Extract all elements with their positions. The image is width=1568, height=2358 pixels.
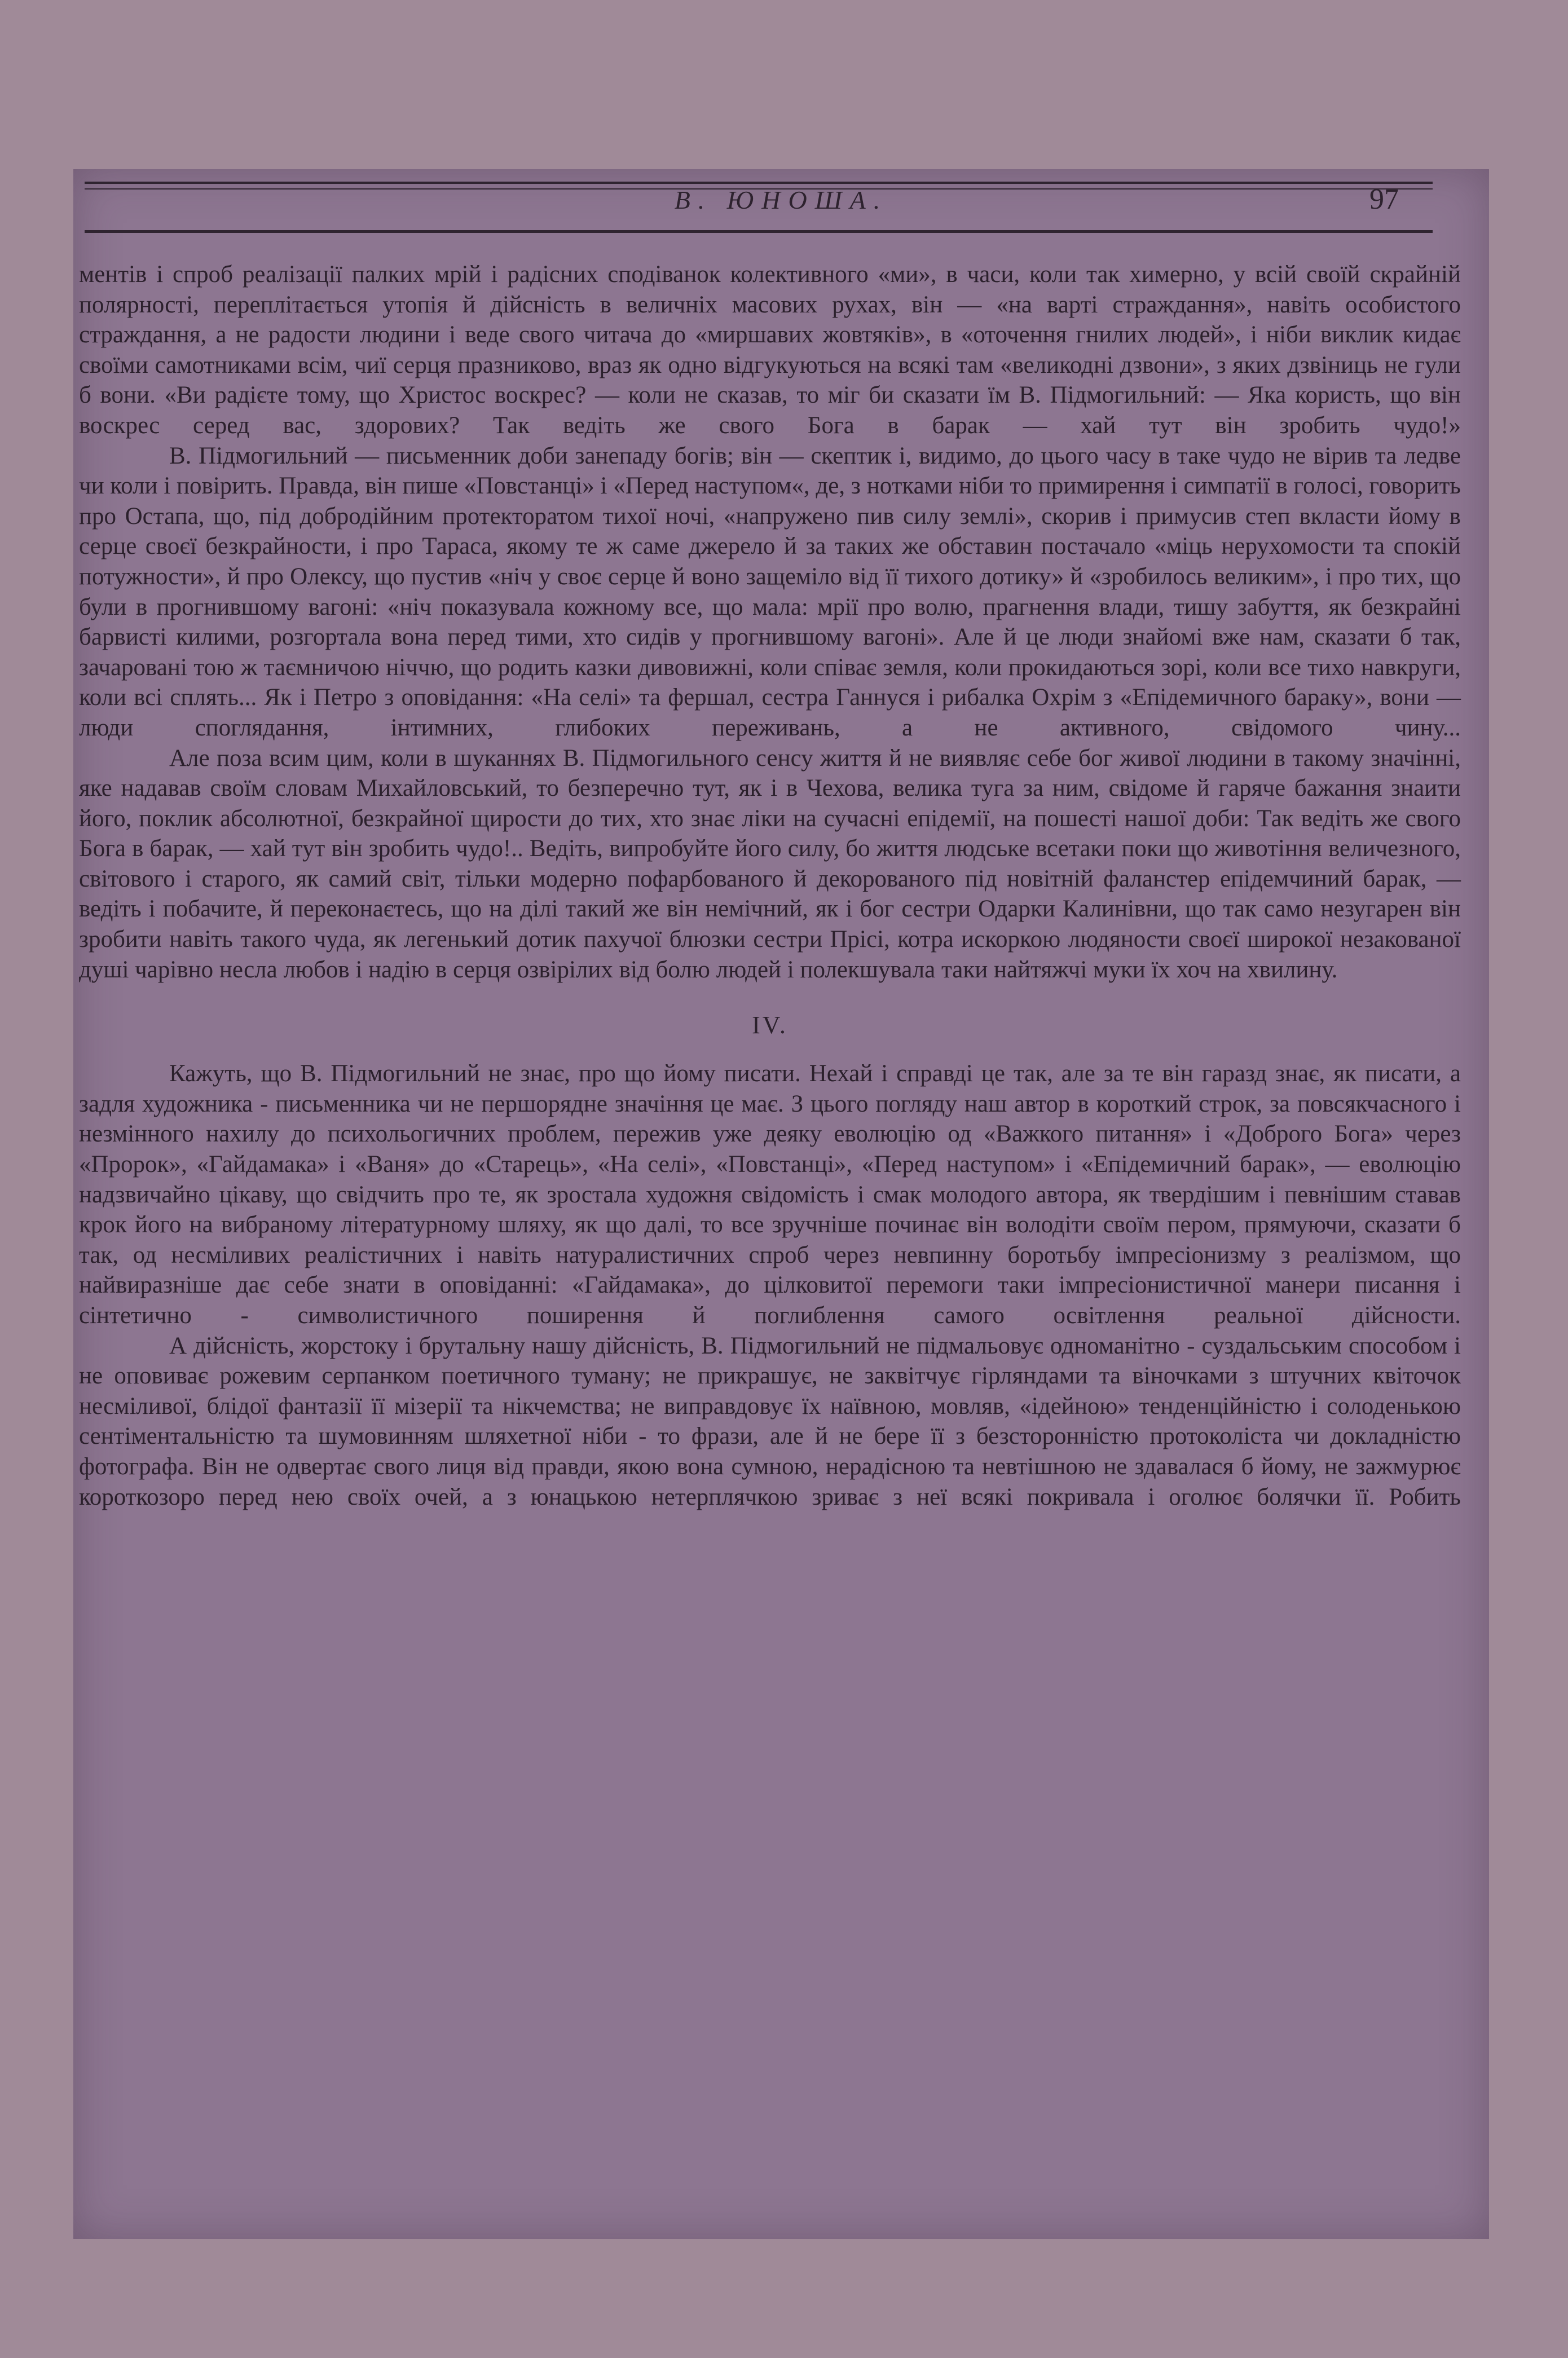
section-heading: IV.: [752, 1011, 788, 1039]
page-number: 97: [1369, 183, 1399, 215]
paragraph-4: Кажуть, що В. Підмогильний не знає, про що йому писати. Нехай і справді це так, але за те він гаразд знає, як писати, а задля художника - письменника чи не першорядне значіння це має. З цього погляду наш автор в короткий строк, за повсякчасного і незмінного нахилу до психольогичних проблем, пережив уже деяку еволюцію од «Важкого питання» і «Доброго Бога» через «Пророк», «Гайдамака» і «Ваня» до «Старець», «На селі», «Повстанці», «Перед наступом» і «Епідемичний барак», — еволюцію надзвичайно цікаву, що свідчить про те, як зростала художня свідомість і смак молодого автора, як твердішим і певнішим ставав крок його на вибраному літературному шляху, як що далі, то все зручніше починає він володіти своїм пером, прямуючи, сказати б так, од несміливих реалістичних і навіть натуралистичних спроб через невпинну боротьбу імпресіонизму з реалізмом, що найвиразніше дає себе знати в оповіданні: «Гайдамака», до цілковитої перемоги таки імпресіонистичної манери писання і сінтетично - символистичного поширення й поглиблення самого освітлення реальної дійсности.: [79, 1060, 1461, 1329]
paragraph-1: ментів і спроб реалізації палких мрій і радісних сподіванок колективного «ми», в часи, коли так химерно, у всій своїй скрайній полярності, переплітається утопія й дійсність в величніх масових рухах, він — «на варті страждання», навіть особистого страждання, а не радости людини і веде свого читача до «миршавих жовтяків», в «оточення гнилих людей», і ніби виклик кидає своїми самотниками всім, чиї серця празниково, враз як одно відгукуються на всякі там «великодні дзвони», з яких дзвіниць не гули б вони. «Ви радієте тому, що Христос воскрес? — коли не сказав, то міг би сказати їм В. Підмогильний: — Яка користь, що він воскрес серед вас, здорових? Так ведіть же свого Бога в барак — хай тут він зробить чудо!»: [79, 261, 1461, 439]
header-rule-bottom: [85, 230, 1433, 233]
running-title: В. ЮНОША.: [674, 186, 888, 214]
paragraph-3: Але поза всим цим, коли в шуканнях В. Підмогильного сенсу життя й не виявляє себе бог живої людини в такому значінні, яке надавав своїм словам Михайловський, то безперечно тут, як і в Чехова, велика туга за ним, свідоме й гаряче бажання знаити його, поклик абсолютної, безкрайної щирости до тих, хто знає ліки на сучасні епідемії, на пошесті нашої доби: Так ведіть же свого Бога в барак, — хай тут він зробить чудо!.. Ведіть, випробуйте його силу, бо життя людське всетаки поки що животіння величезного, світового і старого, як самий світ, тільки модерно пофарбованого й декорованого під новітній фаланстер епідемчиний барак, — ведіть і побачите, й переконаєтесь, що на ділі такий же він немічний, як і бог сестри Одарки Калинівни, що так само незугарен він зробити навіть такого чуда, як легенький дотик пахучої блюзки сестри Прісі, котра искоркою людяности своєї широкої незакованої душі чарівно несла любов і надію в серця озвірілих від болю людей і полекшувала таки найтяжчі муки їх хоч на хвилину.: [79, 744, 1461, 983]
paragraph-2: В. Підмогильний — письменник доби занепаду богів; він — скептик і, видимо, до цього часу в таке чудо не вірив та ледве чи коли і повірить. Правда, він пише «Повстанці» і «Перед наступом«, де, з нотками ніби то примирення і симпатії в голосі, говорить про Остапа, що, під добродійним протекторатом тихої ночі, «напружено пив силу землі», скорив і примусив степ вкласти йому в серце своєї безкрайности, і про Тараса, якому те ж саме джерело й за таких же обставин постачало «міць нерухомости та спокій потужности», й про Олексу, що пустив «ніч у своє серце й воно защеміло від її тихого дотику» й «зробилось великим», і про тих, що були в прогнившому вагоні: «ніч показувала кожному все, що мала: мрії про волю, прагнення влади, тишу забуття, як безкрайні барвисті килими, розгортала вона перед тими, хто сидів у прогнившому вагоні». Але й це люди знайомі вже нам, сказати б так, зачаровані тою ж таємничою ніччю, що родить казки дивовижні, коли співає земля, коли прокидаються зорі, коли все тихо навкруги, коли всі сплять... Як і Петро з оповідання: «На селі» та фершал, сестра Ганнуся і рибалка Охрім з «Епідемичного бараку», вони — люди споглядання, інтимних, глибоких переживань, а не активного, свідомого чину...: [79, 442, 1461, 741]
body-text: [79, 259, 1461, 1512]
paragraph-5: А дійсність, жорстоку і брутальну нашу дійсність, В. Підмогильний не підмальовує одноманітно - суздальським способом і не оповиває рожевим серпанком поетичного туману; не прикрашує, не заквітчує гірляндами та віночками з штучних квіточок несміливої, блідої фантазії її мізерії та нікчемства; не виправдовує їх наївною, мовляв, «ідейною» тенденційністю і солоденькою сентіментальністю та шумовинням шляхетної ніби - то фрази, але й не бере її з безсторонністю протоколіста чи докладністю фотографа. Він не одвертає свого лиця від правди, якою вона сумною, нерадісною та невтішною не здавалася б йому, не зажмурює короткозоро перед нею своїх очей, а з юнацькою нетерплячкою зриває з неї всякі покривала і оголює болячки її. Робить: [79, 1332, 1461, 1510]
book-page: [73, 169, 1489, 2239]
header-rule-top: [85, 182, 1433, 184]
